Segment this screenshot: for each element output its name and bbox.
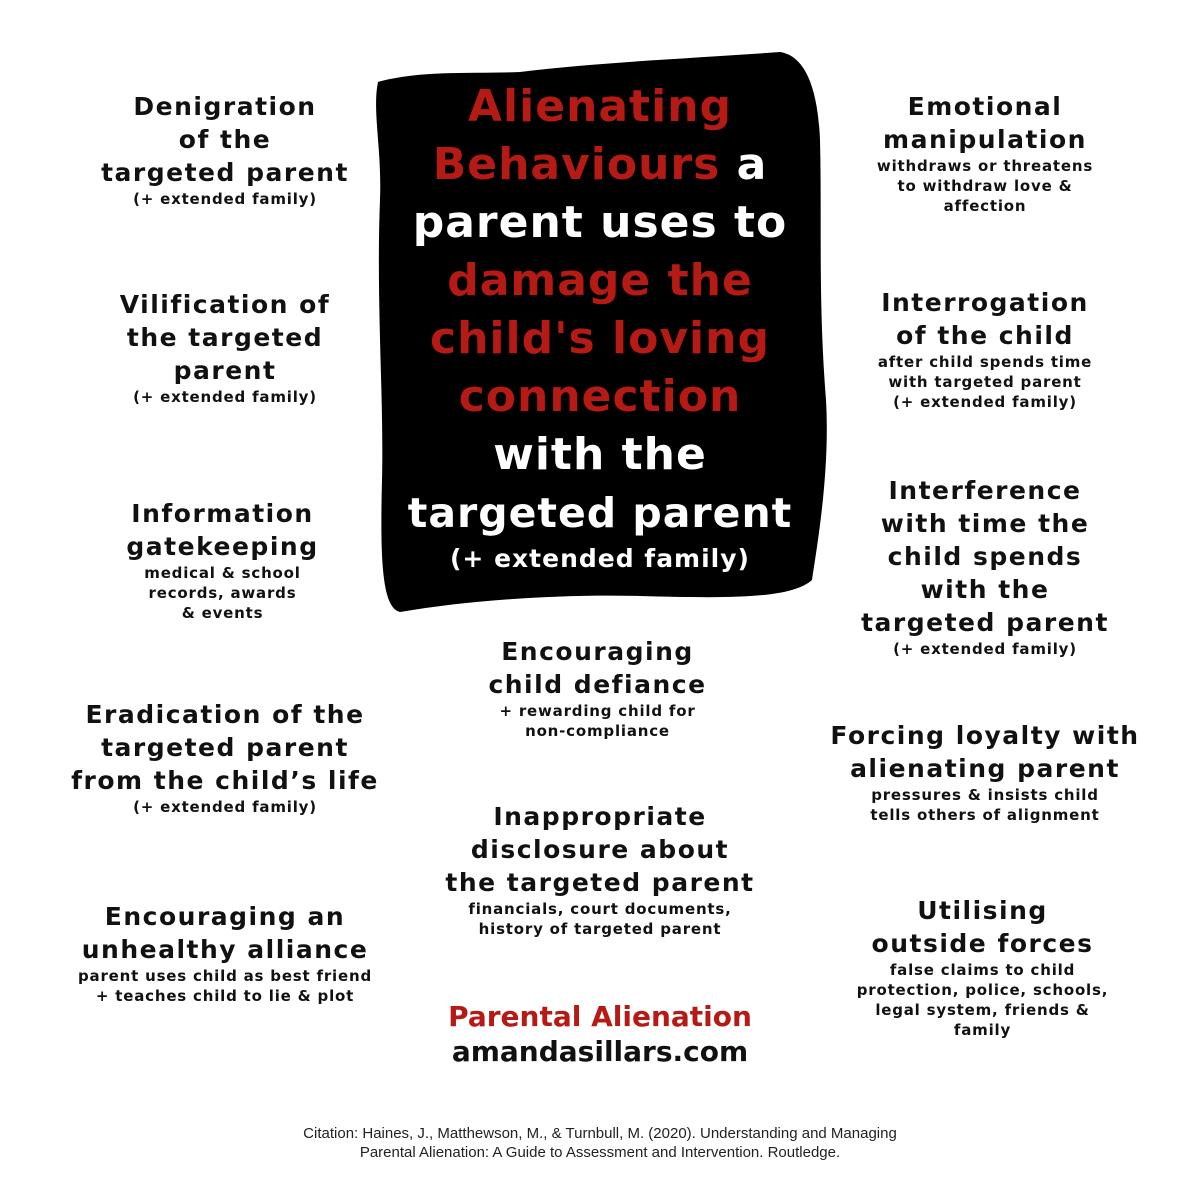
brand-name: Parental Alienation — [448, 1000, 752, 1033]
behaviour-inappropriate-disclosure: Inappropriate disclosure about the targeted parent financials, court documents, history of targeted parent — [445, 802, 755, 938]
heading-line-2: Behaviours a — [432, 139, 768, 190]
heading-subtitle: (+ extended family) — [450, 544, 750, 573]
behaviour-interrogation: Interrogation of the child after child spends time with targeted parent (+ extended family) — [877, 288, 1093, 411]
behaviour-child-defiance: Encouraging child defiance + rewarding child for non-compliance — [488, 637, 707, 740]
heading-line-1: Alienating — [467, 81, 732, 132]
heading-line-6: connection — [458, 371, 742, 422]
heading-line-8: targeted parent — [407, 489, 793, 537]
citation: Citation: Haines, J., Matthewson, M., & Turnbull, M. (2020). Understanding and Managing Parental Alienation: A Guide to Assessment and Intervention. Routledge. — [303, 1125, 897, 1161]
heading-line-4: damage the — [447, 255, 753, 306]
behaviour-vilification: Vilification of the targeted parent (+ extended family) — [119, 290, 331, 406]
behaviour-emotional-manipulation: Emotional manipulation withdraws or threatens to withdraw love & affection — [876, 92, 1094, 215]
heading-line-7: with the — [493, 429, 707, 480]
behaviour-information-gatekeeping: Information gatekeeping medical & school records, awards & events — [126, 499, 319, 622]
behaviour-outside-forces: Utilising outside forces false claims to child protection, police, schools, legal system, friends & family — [856, 896, 1109, 1039]
heading-line-3: parent uses to — [412, 197, 788, 248]
brand-website[interactable]: amandasillars.com — [451, 1035, 749, 1068]
behaviour-denigration: Denigration of the targeted parent (+ extended family) — [101, 92, 349, 208]
center-heading — [390, 78, 810, 576]
behaviour-unhealthy-alliance: Encouraging an unhealthy alliance parent uses child as best friend + teaches child to lie & plot — [77, 902, 372, 1005]
behaviour-interference: Interference with time the child spends with the targeted parent (+ extended family) — [861, 476, 1109, 658]
behaviour-eradication: Eradication of the targeted parent from the child’s life (+ extended family) — [71, 700, 379, 816]
heading-line-5: child's loving — [430, 313, 770, 364]
behaviour-forcing-loyalty: Forcing loyalty with alienating parent pressures & insists child tells others of alignment — [830, 721, 1140, 824]
brand-block — [400, 1000, 800, 1070]
